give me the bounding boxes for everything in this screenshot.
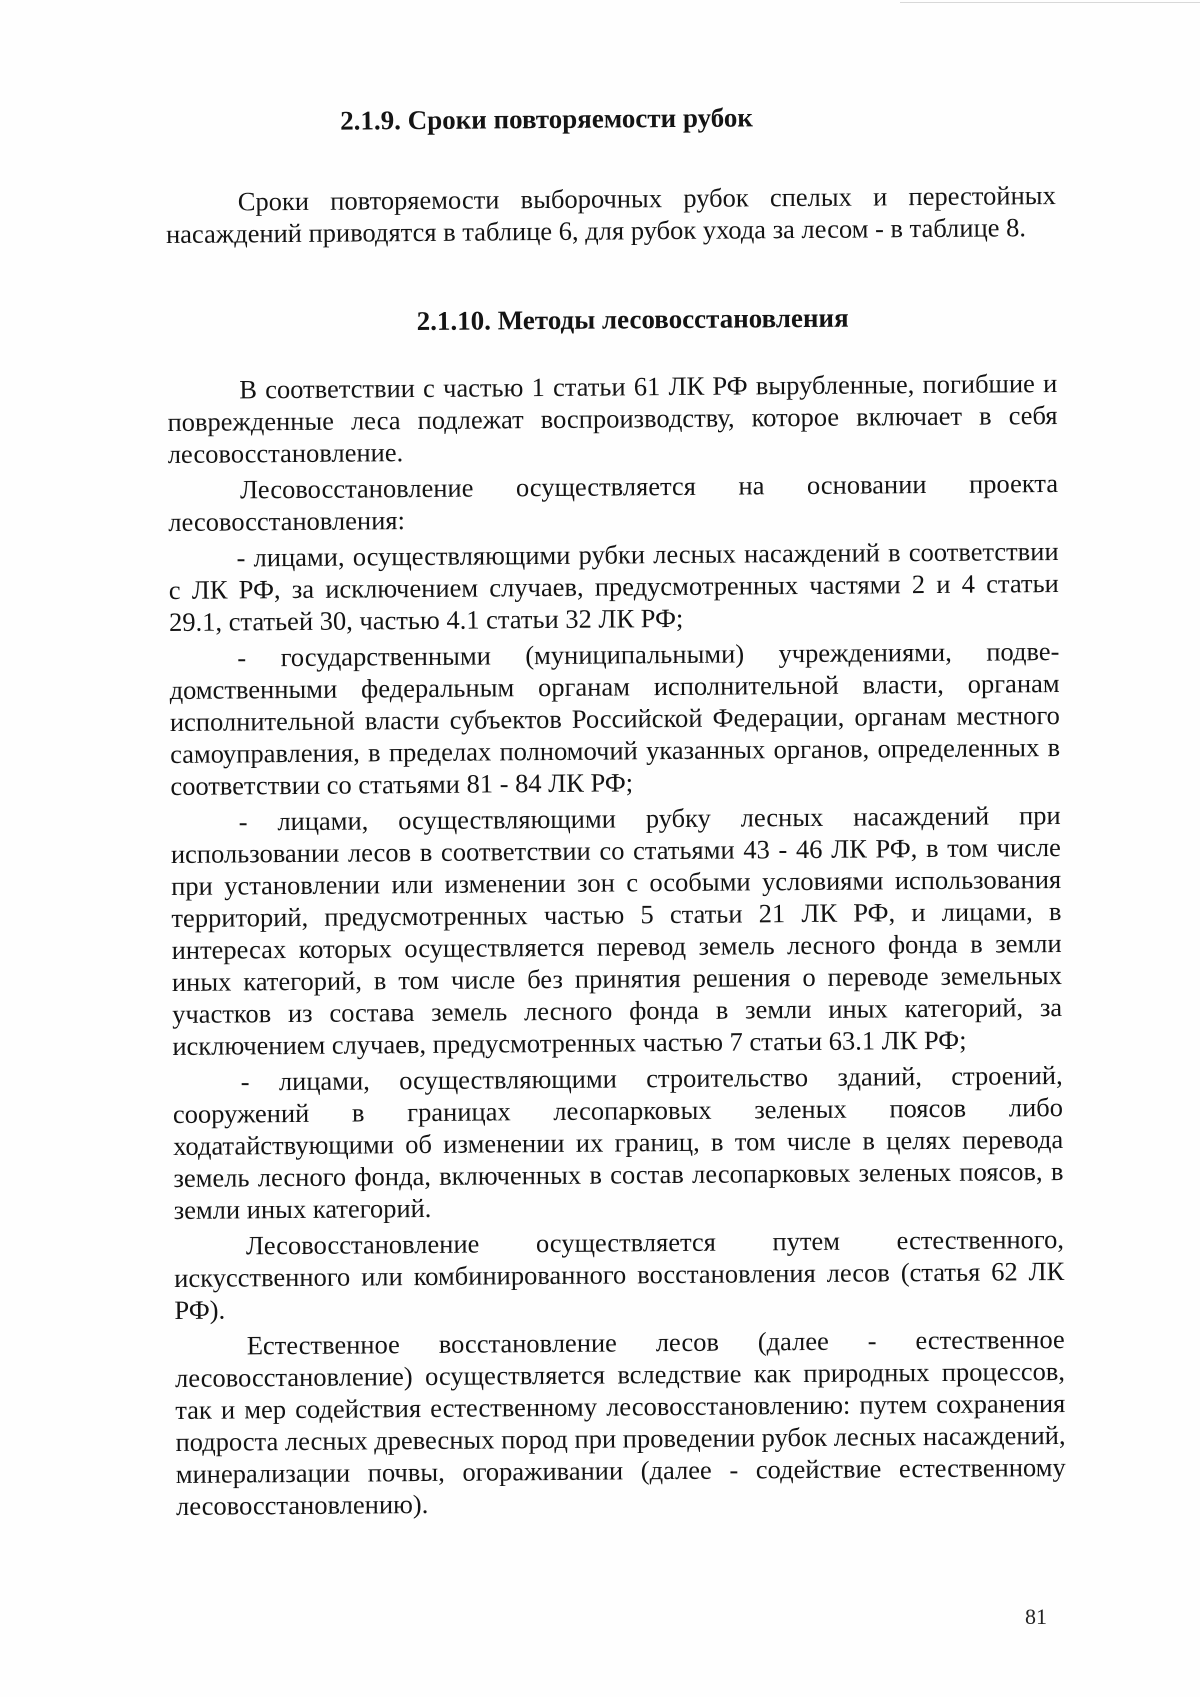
- paragraph-reproduction: В соответствии с частью 1 статьи 61 ЛК РФ вырубленные, погибшие и поврежденные леса подлежат воспроизводству, которое включает в себя лесовосстановление.: [167, 368, 1058, 469]
- page-number: 81: [1025, 1604, 1047, 1629]
- scan-edge-line: [900, 2, 1200, 3]
- list-item-construction-persons: - лицами, осуществляющими строительство зданий, строений, сооружений в границах лесопарковых зеленых поясов либо ходатайствующими об изменении их границ, в том числе в целях перевода земель лесного фонда, включенных в состав лесопарковых зеленых поясов, в земли иных категорий.: [172, 1059, 1064, 1225]
- list-item-forest-use-persons: - лицами, осуществляющими рубку лесных насаждений при использовании лесов в соответствии со статьями 43 - 46 ЛК РФ, в том числе при установлении или изменении зон с особыми условиями использования территорий, предусмотренных частью 5 статьи 21 ЛК РФ, и лицами, в интересах которых осуществляется перевод земель лесного фонда в земли иных категорий, в том числе без принятия решения о переводе земельных участков из состава земель лесного фонда в земли иных категорий, за исключением случаев, предусмотренных частью 7 статьи 63.1 ЛК РФ;: [170, 799, 1063, 1061]
- list-item-logging-persons: - лицами, осуществляющими рубки лесных насаждений в соответствии с ЛК РФ, за исключением случаев, предусмотренных частями 2 и 4 статьи 29.1, статьей 30, частью 4.1 статьи 32 ЛК РФ;: [168, 535, 1059, 637]
- document-body: [165, 95, 1066, 1522]
- paragraph-repeat-periods: Сроки повторяемости выборочных рубок спелых и перестойных насаждений приводятся в таблице 6, для рубок ухода за лесом - в таблице 8.: [165, 180, 1056, 249]
- paragraph-natural-restoration: Естественное восстановление лесов (далее - естественное лесовосстановление) осуществляется вследствие как природных процессов, так и мер содействия естественному лесовосстановлению: путем сохранения подроста лесных древесных пород при проведении рубок лесных насаждений, минерализации почвы, огораживании (далее - содействие естественному лесовосстановлению).: [174, 1323, 1066, 1521]
- paragraph-restoration-methods: Лесовосстановление осуществляется путем естественного, искусственного или комбинированного восстановления лесов (статья 62 ЛК РФ).: [174, 1223, 1065, 1325]
- section-title-2-1-10: 2.1.10. Методы лесовосстановления: [416, 302, 849, 337]
- section-title-2-1-9: 2.1.9. Сроки повторяемости рубок: [340, 102, 754, 136]
- list-item-state-institutions: - государственными (муниципальными) учреждениями, подведомственными федеральным органам исполнительной власти, органам исполнительной власти субъектов Российской Федерации, органам местного самоуправления, в пределах полномочий указанных органов, определенных в соответствии со статьями 81 - 84 ЛК РФ;: [169, 635, 1061, 801]
- paragraph-basis: Лесовосстановление осуществляется на основании проекта лесовосстановления:: [168, 467, 1059, 537]
